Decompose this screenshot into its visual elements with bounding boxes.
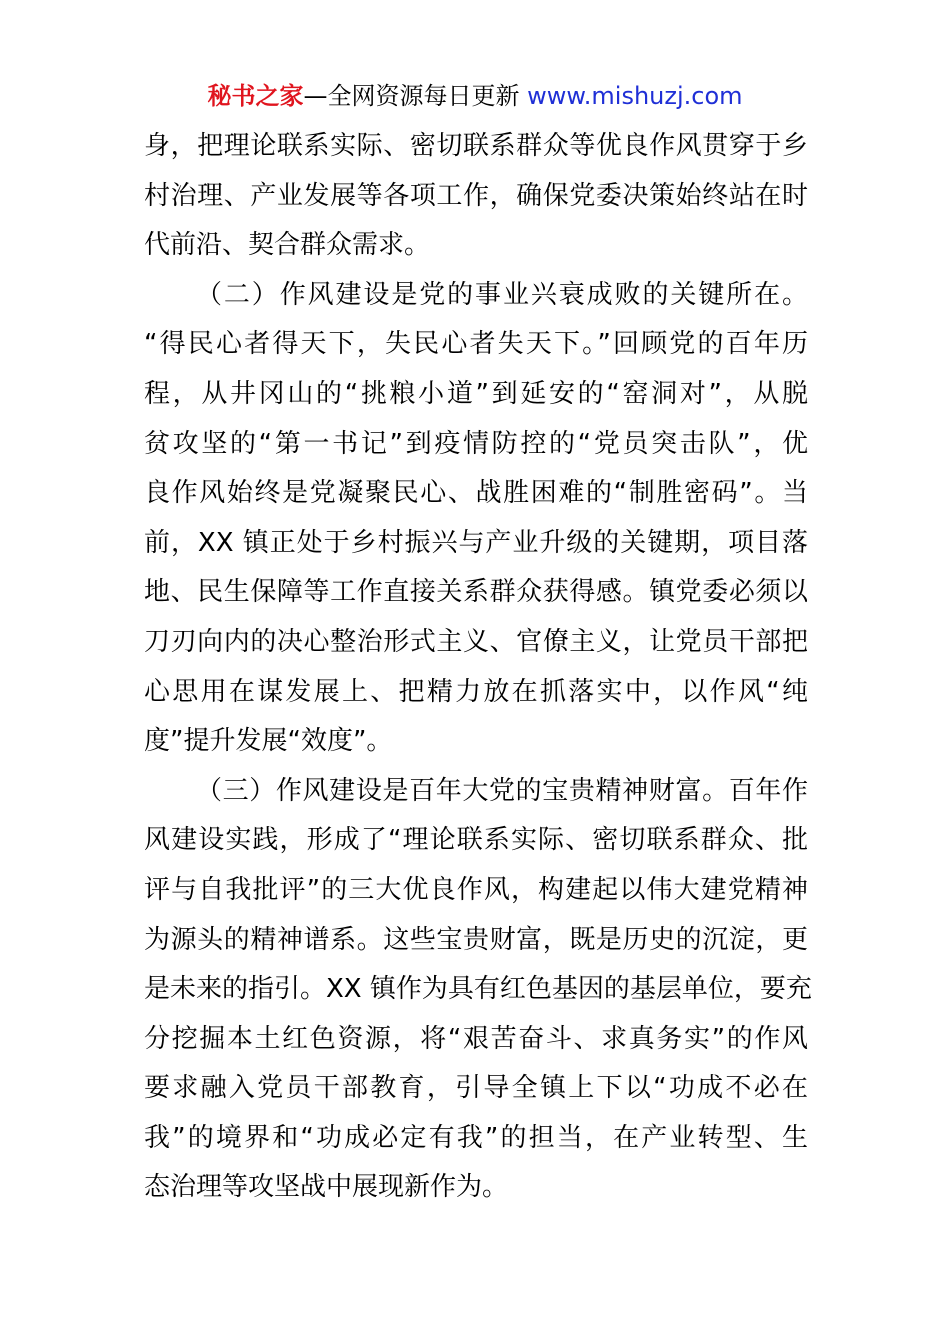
site-tagline: —全网资源每日更新 — [303, 82, 528, 110]
text-line: 刀刃向内的决心整治形式主义、官僚主义，让党员干部把 — [144, 626, 808, 657]
text-line: 态治理等攻坚战中展现新作为。 — [144, 1172, 509, 1203]
site-url-link[interactable]: www.mishuzj.com — [527, 82, 743, 110]
text-line: 心思用在谋发展上、把精力放在抓落实中，以作风“纯 — [144, 676, 808, 707]
text-line: 身，把理论联系实际、密切联系群众等优良作风贯穿于乡 — [144, 131, 808, 161]
text-line: 代前沿、契合群众需求。 — [144, 230, 431, 261]
text-line: 风建设实践，形成了“理论联系实际、密切联系群众、批 — [144, 825, 808, 856]
document-body — [144, 122, 812, 1213]
text-line: 前，XX 镇正处于乡村振兴与产业升级的关键期，项目落 — [144, 527, 808, 558]
section-heading-3: （三）作风建设是百年大党的宝贵精神财富。百年作 — [196, 775, 808, 806]
text-line: 地、民生保障等工作直接关系群众获得感。镇党委必须以 — [144, 577, 808, 608]
section-heading-2: （二）作风建设是党的事业兴衰成败的关键所在。 — [196, 279, 808, 310]
text-line: 为源头的精神谱系。这些宝贵财富，既是历史的沉淀，更 — [144, 924, 808, 955]
text-line: 是未来的指引。XX 镇作为具有红色基因的基层单位，要充 — [144, 974, 812, 1005]
site-brand: 秘书之家 — [207, 82, 304, 110]
text-line: 度”提升发展“效度”。 — [144, 726, 393, 757]
site-header — [0, 80, 950, 112]
text-line: 村治理、产业发展等各项工作，确保党委决策始终站在时 — [144, 180, 808, 211]
text-line: 分挖掘本土红色资源，将“艰苦奋斗、求真务实”的作风 — [144, 1023, 808, 1054]
text-line: 良作风始终是党凝聚民心、战胜困难的“制胜密码”。当 — [144, 478, 808, 509]
text-line: 贫攻坚的“第一书记”到疫情防控的“党员突击队”，优 — [144, 428, 808, 459]
text-line: “得民心者得天下，失民心者失天下。”回顾党的百年历 — [144, 329, 808, 360]
text-line: 我”的境界和“功成必定有我”的担当，在产业转型、生 — [144, 1122, 808, 1153]
text-line: 评与自我批评”的三大优良作风，构建起以伟大建党精神 — [144, 874, 808, 905]
text-line: 要求融入党员干部教育，引导全镇上下以“功成不必在 — [144, 1073, 808, 1104]
text-line: 程，从井冈山的“挑粮小道”到延安的“窑洞对”，从脱 — [144, 378, 808, 409]
